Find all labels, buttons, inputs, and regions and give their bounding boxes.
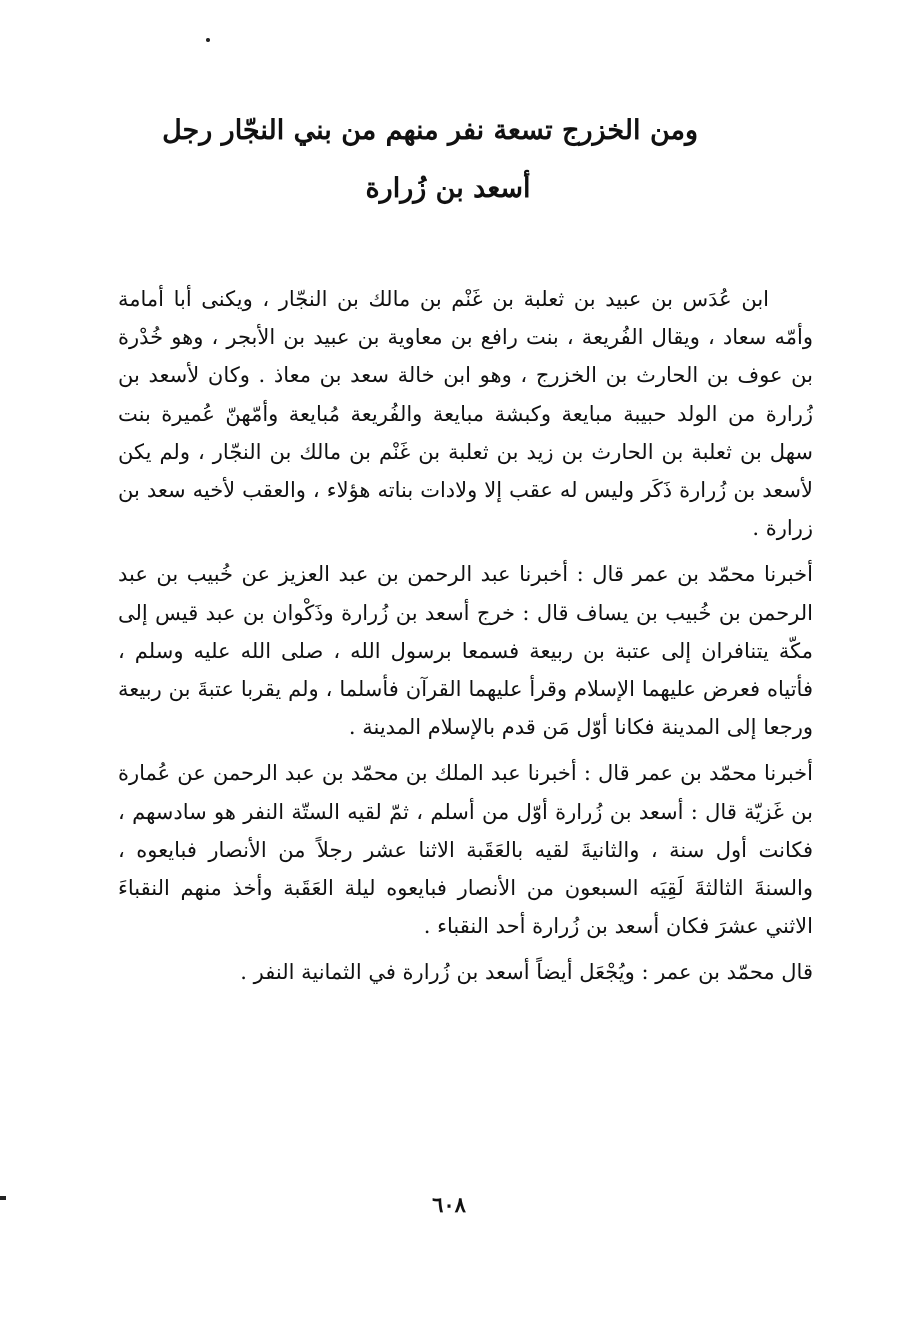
paragraph-lineage: ابن عُدَس بن عبيد بن ثعلبة بن غَنْم بن مالك بن النجّار ، ويكنى أبا أمامة وأمّه سعاد ، ويقال الفُريعة ، بنت رافع بن معاوية بن عبيد بن الأبجر ، وهو خُدْرة بن عوف بن الحارث بن الخزرج ، وهو ابن خالة سعد بن معاذ . وكان لأسعد بن زُرارة من الولد حبيبة مبايعة وكبشة مبايعة والفُريعة مُبايعة وأمّهنّ عُميرة بنت سهل بن ثعلبة بن الحارث بن زيد بن ثعلبة بن غَنْم بن مالك بن النجّار ، ولم يكن لأسعد بن زُرارة ذَكَر وليس له عقب إلا ولادات بناته هؤلاء ، والعقب لأخيه سعد بن زرارة .: [118, 287, 813, 541]
paragraph-narration-2: أخبرنا محمّد بن عمر قال : أخبرنا عبد الملك بن محمّد بن عبد الرحمن عن عُمارة بن غَزيّة قال : أسعد بن زُرارة أوّل من أسلم ، ثمّ لقيه الستّة النفر هو سادسهم ، فكانت أول سنة ، والثانيةَ لقيه بالعَقَبة الاثنا عشر رجلاً من الأنصار فبايعوه ، والسنةَ الثالثةَ لَقِيَه السبعون من الأنصار فبايعوه ليلة العَقَبة وأخذ منهم النقباءَ الاثني عشرَ فكان أسعد بن زُرارة أحد النقباء .: [118, 761, 813, 939]
body-text: [118, 280, 813, 992]
page-number: ٦٠٨: [432, 1192, 466, 1217]
paragraph-narration-3: قال محمّد بن عمر : ويُجْعَل أيضاً أسعد بن زُرارة في الثمانية النفر .: [240, 960, 813, 985]
person-name-heading: أسعد بن زُرارة: [365, 173, 531, 204]
section-heading: ومن الخزرج تسعة نفر منهم من بني النجّار رجل: [162, 115, 698, 146]
paragraph-narration-1: أخبرنا محمّد بن عمر قال : أخبرنا عبد الرحمن بن عبد العزيز عن خُبيب بن عبد الرحمن بن خُبيب بن يساف قال : خرج أسعد بن زُرارة وذَكْوان بن عبد قيس إلى مكّة يتنافران إلى عتبة بن ربيعة فسمعا برسول الله ، صلى الله عليه وسلم ، فأتياه فعرض عليهما الإسلام وقرأ عليهما القرآن فأسلما ، ولم يقربا عتبةَ بن ربيعة ورجعا إلى المدينة فكانا أوّل مَن قدم بالإسلام المدينة .: [118, 562, 813, 740]
ink-speck: [206, 38, 210, 42]
